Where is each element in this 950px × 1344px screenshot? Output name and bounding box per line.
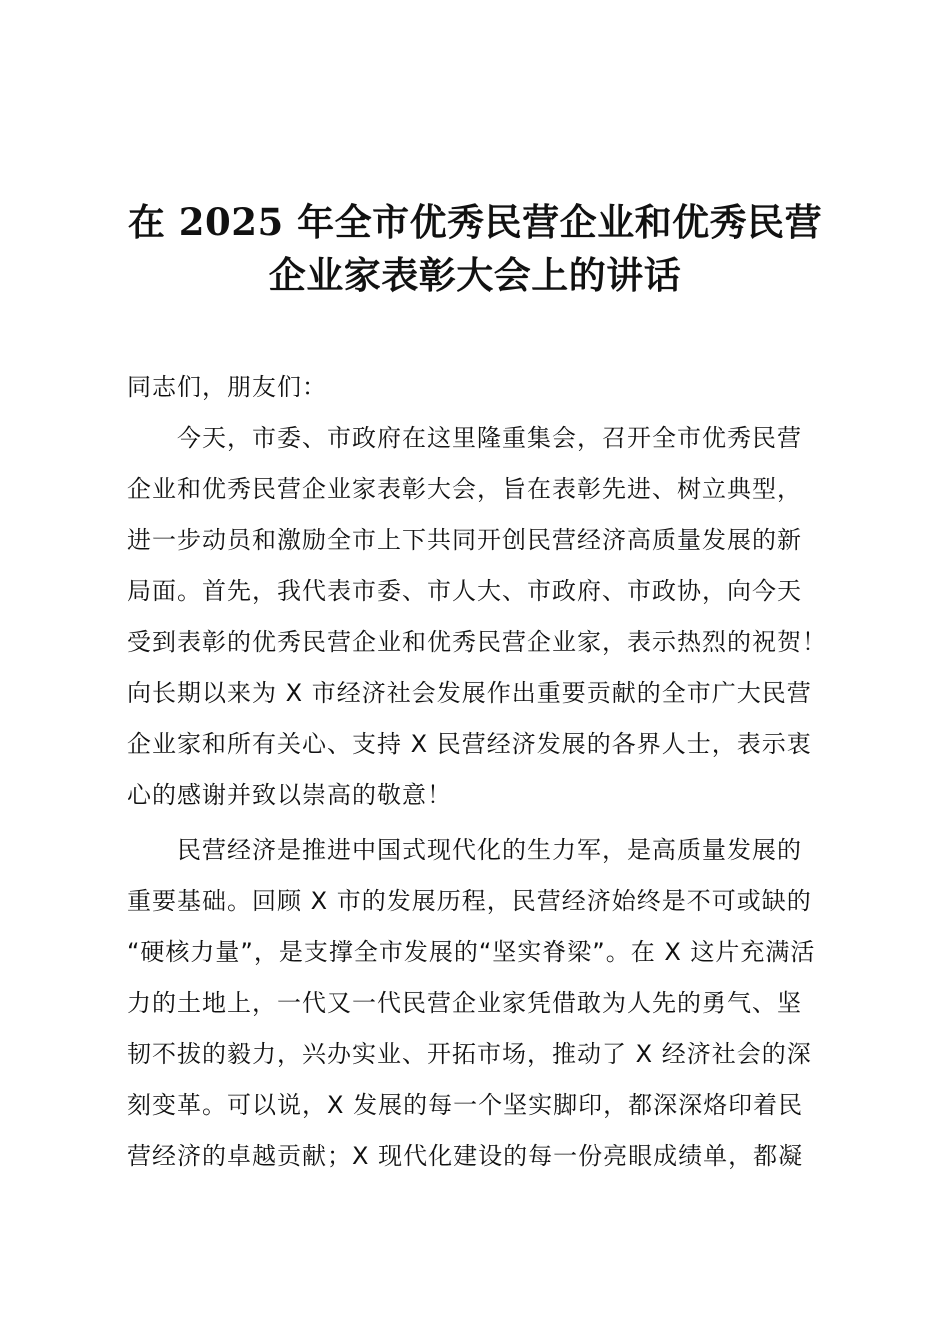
document-title [110, 196, 840, 302]
paragraph-line: 营经济的卓越贡献；X 现代化建设的每一份亮眼成绩单，都凝 [127, 1142, 804, 1170]
paragraph-line: 局面。首先，我代表市委、市人大、市政府、市政协，向今天 [127, 577, 802, 605]
paragraph-line: 企业家和所有关心、支持 X 民营经济发展的各界人士，表示衷 [127, 730, 812, 758]
paragraph-1 [127, 413, 827, 821]
paragraph-line: “硬核力量”，是支撑全市发展的“坚实脊梁”。在 X 这片充满活 [127, 938, 816, 966]
salutation: 同志们，朋友们： [127, 373, 327, 401]
paragraph-line: 企业和优秀民营企业家表彰大会，旨在表彰先进、树立典型， [127, 475, 802, 503]
paragraph-line: 重要基础。回顾 X 市的发展历程，民营经济始终是不可或缺的 [127, 887, 812, 915]
paragraph-line: 进一步动员和激励全市上下共同开创民营经济高质量发展的新 [127, 526, 802, 554]
title-line-2: 企业家表彰大会上的讲话 [268, 253, 682, 297]
paragraph-line: 向长期以来为 X 市经济社会发展作出重要贡献的全市广大民营 [127, 679, 812, 707]
paragraph-line: 韧不拔的毅力，兴办实业、开拓市场，推动了 X 经济社会的深 [127, 1040, 812, 1068]
paragraph-line: 受到表彰的优秀民营企业和优秀民营企业家，表示热烈的祝贺！ [127, 628, 827, 656]
paragraph-line: 今天，市委、市政府在这里隆重集会，召开全市优秀民营 [177, 424, 802, 452]
title-line-1: 在 2025 年全市优秀民营企业和优秀民营 [127, 200, 823, 244]
paragraph-line: 刻变革。可以说，X 发展的每一个坚实脚印，都深深烙印着民 [127, 1091, 804, 1119]
paragraph-line: 民营经济是推进中国式现代化的生力军，是高质量发展的 [177, 836, 802, 864]
paragraph-2 [127, 825, 827, 1182]
paragraph-line: 心的感谢并致以崇高的敬意！ [127, 781, 452, 809]
paragraph-line: 力的土地上，一代又一代民营企业家凭借敢为人先的勇气、坚 [127, 989, 802, 1017]
speech-body [127, 362, 827, 1182]
